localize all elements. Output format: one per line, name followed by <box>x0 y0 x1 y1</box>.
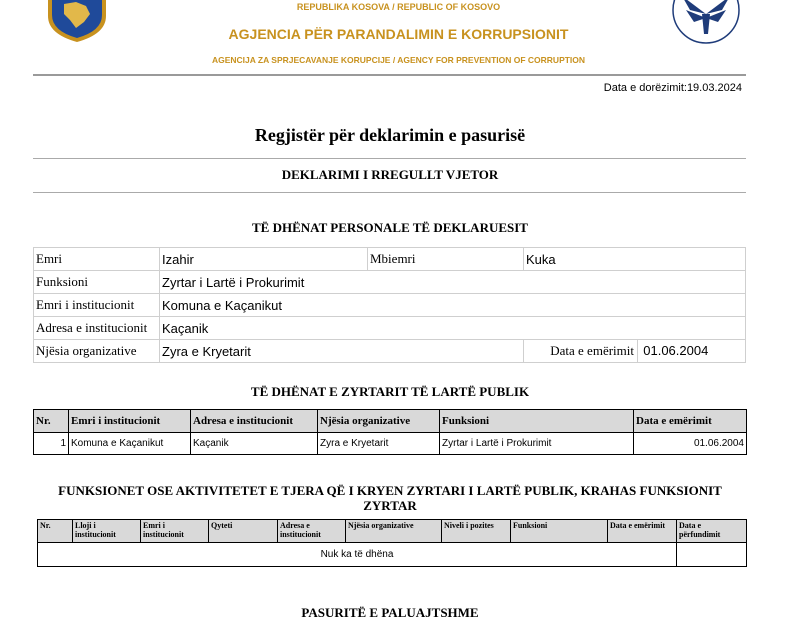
cell-unit: Zyra e Kryetarit <box>318 433 440 455</box>
col-nr: Nr. <box>34 410 69 433</box>
empty-cell <box>677 543 747 567</box>
surname-label: Mbiemri <box>368 248 524 271</box>
table-row <box>34 433 747 455</box>
divider <box>33 192 746 193</box>
address-label: Adresa e institucionit <box>34 317 160 340</box>
cell-nr: 1 <box>34 433 69 455</box>
institution-value: Komuna e Kaçanikut <box>160 294 746 317</box>
document-subtitle: DEKLARIMI I RREGULLT VJETOR <box>281 167 499 182</box>
name-value: Izahir <box>160 248 368 271</box>
appointment-cell <box>524 340 746 363</box>
unit-label: Njësia organizative <box>34 340 160 363</box>
functions-table <box>37 519 747 567</box>
surname-value: Kuka <box>524 248 746 271</box>
header-divider <box>33 74 746 76</box>
col-address: Adresa e institucionit <box>278 520 346 543</box>
official-heading: TË DHËNAT E ZYRTARIT TË LARTË PUBLIK <box>250 384 530 399</box>
unit-value: Zyra e Kryetarit <box>160 340 524 363</box>
col-nr: Nr. <box>38 520 73 543</box>
cell-address: Kaçanik <box>191 433 318 455</box>
empty-message: Nuk ka të dhëna <box>38 543 677 567</box>
col-unit: Njësia organizative <box>346 520 442 543</box>
institution-label: Emri i institucionit <box>34 294 160 317</box>
col-institution: Emri i institucionit <box>141 520 209 543</box>
submission-date: Data e dorëzimit:19.03.2024 <box>603 82 742 94</box>
table-row <box>38 543 747 567</box>
document-title: Regjistër për deklarimin e pasurisë <box>254 125 526 145</box>
appointment-label: Data e emërimit <box>524 340 638 362</box>
function-label: Funksioni <box>34 271 160 294</box>
function-value: Zyrtar i Lartë i Prokurimit <box>160 271 746 294</box>
appointment-value: 01.06.2004 <box>643 343 709 358</box>
col-address: Adresa e institucionit <box>191 410 318 433</box>
col-function: Funksioni <box>440 410 634 433</box>
divider <box>33 158 746 159</box>
col-institution: Emri i institucionit <box>69 410 191 433</box>
cell-institution: Komuna e Kaçanikut <box>69 433 191 455</box>
col-type: Lloji i institucionit <box>73 520 141 543</box>
col-city: Qyteti <box>209 520 278 543</box>
cell-appointment: 01.06.2004 <box>634 433 747 455</box>
agency-subtitle: AGENCIJA ZA SPRJECAVANJE KORUPCIJE / AGENCY FOR PREVENTION OF CORRUPTION <box>211 55 586 65</box>
name-label: Emri <box>34 248 160 271</box>
col-appointment: Data e emërimit <box>608 520 677 543</box>
functions-heading: FUNKSIONET OSE AKTIVITETET E TJERA QË I KRYEN ZYRTARI I LARTË PUBLIK, KRAHAS FUNKSIONIT ZYRTAR <box>58 483 722 513</box>
col-level: Niveli i pozites <box>442 520 511 543</box>
next-section-heading: PASURITË E PALUAJTSHME <box>301 605 479 620</box>
agency-name: AGJENCIA PËR PARANDALIMIN E KORRUPSIONIT <box>228 26 569 42</box>
col-appointment: Data e emërimit <box>634 410 747 433</box>
republic-header: REPUBLIKA KOSOVA / REPUBLIC OF KOSOVO <box>296 2 501 12</box>
official-table <box>33 409 747 455</box>
col-end: Data e përfundimit <box>677 520 747 543</box>
col-unit: Njësia organizative <box>318 410 440 433</box>
personal-heading: TË DHËNAT PERSONALE TË DEKLARUESIT <box>252 220 528 235</box>
cell-function: Zyrtar i Lartë i Prokurimit <box>440 433 634 455</box>
personal-data-table <box>33 247 746 363</box>
col-function: Funksioni <box>511 520 608 543</box>
address-value: Kaçanik <box>160 317 746 340</box>
